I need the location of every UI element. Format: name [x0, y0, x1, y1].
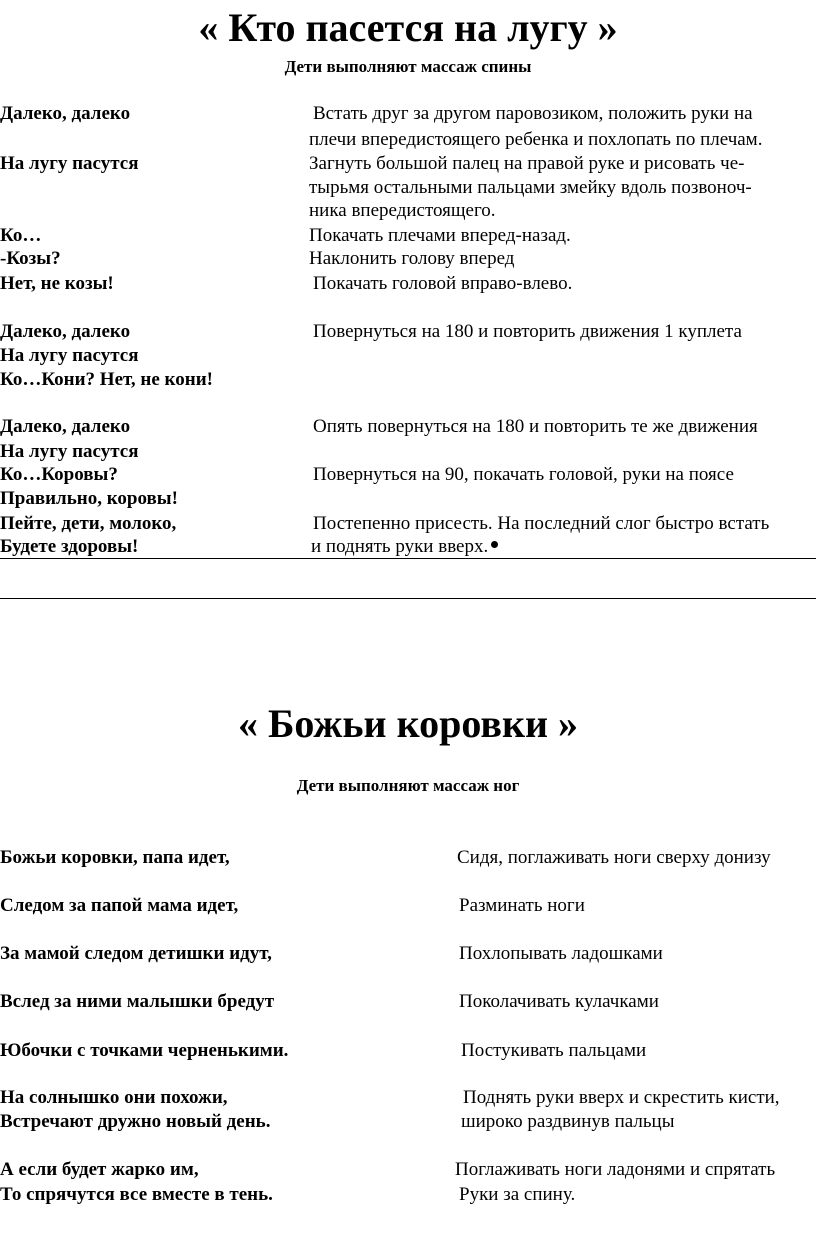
- verse-line: Ко…Кони? Нет, не кони!: [0, 369, 213, 390]
- divider-line: [0, 558, 816, 559]
- bullet-dot-icon: [491, 541, 498, 548]
- action-line: Поколачивать кулачками: [459, 991, 659, 1012]
- action-line: Руки за спину.: [459, 1184, 576, 1205]
- subtitle-section-2: Дети выполняют массаж ног: [296, 776, 520, 795]
- verse-line: На лугу пасутся: [0, 345, 139, 366]
- verse-line: Юбочки с точками черненькими.: [0, 1040, 289, 1061]
- action-line: широко раздвинув пальцы: [461, 1111, 675, 1132]
- action-line: плечи впередистоящего ребенка и похлопать по плечам.: [309, 129, 763, 150]
- verse-line: Далеко, далеко: [0, 416, 131, 437]
- action-line: Постепенно присесть. На последний слог быстро встать: [313, 513, 770, 534]
- verse-line: Нет, не козы!: [0, 273, 114, 294]
- title-section-1: « Кто пасется на лугу »: [198, 5, 618, 50]
- action-line: Поднять руки вверх и скрестить кисти,: [463, 1087, 780, 1108]
- action-line: Похлопывать ладошками: [459, 943, 663, 964]
- verse-line: За мамой следом детишки идут,: [0, 943, 272, 964]
- action-line: Разминать ноги: [459, 895, 585, 916]
- action-line: Поглаживать ноги ладонями и спрятать: [455, 1159, 776, 1180]
- action-line-last: [311, 535, 498, 559]
- verse-line: Божьи коровки, папа идет,: [0, 847, 230, 868]
- action-line: Загнуть большой палец на правой руке и рисовать че-: [309, 153, 745, 174]
- action-line: Покачать головой вправо-влево.: [313, 273, 573, 294]
- action-line: Покачать плечами вперед-назад.: [309, 225, 571, 246]
- verse-line: Вслед за ними малышки бредут: [0, 991, 275, 1012]
- verse-line: Встречают дружно новый день.: [0, 1111, 271, 1132]
- title-section-2: « Божьи коровки »: [237, 701, 579, 746]
- divider-line: [0, 598, 816, 599]
- action-line: тырьмя остальными пальцами змейку вдоль позвоноч-: [309, 177, 752, 198]
- action-line: Наклонить голову вперед: [309, 248, 515, 269]
- verse-line: То спрячутся все вместе в тень.: [0, 1184, 273, 1205]
- verse-line: Правильно, коровы!: [0, 488, 178, 509]
- verse-line: А если будет жарко им,: [0, 1159, 199, 1180]
- verse-line: Ко…Коровы?: [0, 464, 118, 485]
- verse-line: Далеко, далеко: [0, 321, 131, 342]
- verse-line: -Козы?: [0, 248, 61, 269]
- action-line-text: и поднять руки вверх.: [311, 536, 489, 557]
- verse-line: Будете здоровы!: [0, 536, 139, 557]
- subtitle-section-1: Дети выполняют массаж спины: [284, 57, 532, 76]
- action-line: ника впередистоящего.: [309, 200, 496, 221]
- verse-line: Пейте, дети, молоко,: [0, 513, 177, 534]
- action-line: Опять повернуться на 180 и повторить те же движения: [313, 416, 758, 437]
- action-line: Сидя, поглаживать ноги сверху донизу: [457, 847, 771, 868]
- action-line: Встать друг за другом паровозиком, положить руки на: [313, 103, 753, 124]
- verse-line: На лугу пасутся: [0, 153, 139, 174]
- verse-line: Следом за папой мама идет,: [0, 895, 239, 916]
- verse-line: Ко…: [0, 225, 42, 246]
- verse-line: Далеко, далеко: [0, 103, 131, 124]
- action-line: Повернуться на 90, покачать головой, руки на поясе: [313, 464, 734, 485]
- action-line: Постукивать пальцами: [461, 1040, 647, 1061]
- verse-line: На лугу пасутся: [0, 441, 139, 462]
- action-line: Повернуться на 180 и повторить движения 1 куплета: [313, 321, 742, 342]
- verse-line: На солнышко они похожи,: [0, 1087, 228, 1108]
